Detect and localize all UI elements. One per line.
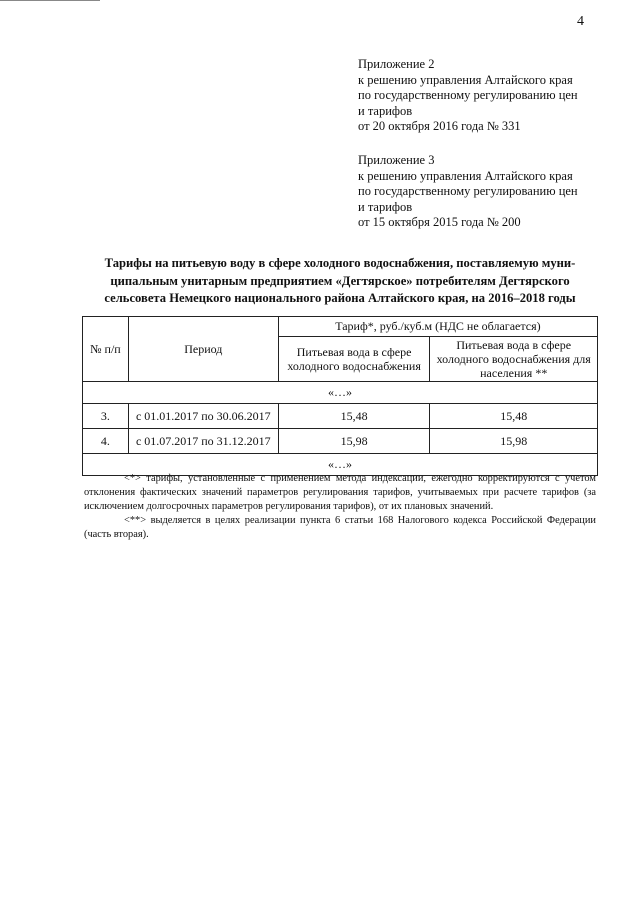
appendix-2-date: от 20 октября 2016 года № 331 — [358, 119, 521, 133]
title-line: Тарифы на питьевую воду в сфере холодного водоснабжения, поставляемую муни- — [104, 256, 576, 270]
row-period: с 01.07.2017 по 31.12.2017 — [128, 429, 278, 454]
footnotes — [84, 472, 596, 542]
row-number: 4. — [83, 429, 129, 454]
appendix-2-line: к решению управления Алтайского края — [358, 72, 573, 87]
page-number: 4 — [577, 14, 584, 29]
appendix-2-line: по государственному регулированию цен — [358, 88, 578, 102]
document-title — [84, 255, 596, 308]
col-header-tariff: Тариф*, руб./куб.м (НДС не облагается) — [278, 317, 597, 337]
row-water-population-tariff: 15,98 — [430, 429, 598, 454]
table-header-row — [83, 317, 598, 337]
appendix-2-heading: Приложение 2 — [358, 57, 435, 71]
tariff-table — [82, 316, 598, 476]
col-header-water-population: Питьевая вода в сфере холодного водоснабжения для населения ** — [430, 337, 598, 382]
table-row — [83, 429, 598, 454]
row-water-tariff: 15,48 — [278, 404, 430, 429]
col-header-number: № п/п — [83, 317, 129, 382]
table-row — [83, 404, 598, 429]
row-water-tariff: 15,98 — [278, 429, 430, 454]
appendix-3-block — [358, 153, 578, 231]
col-header-period: Период — [128, 317, 278, 382]
title-line: сельсовета Немецкого национального района Алтайского края, на 2016–2018 годы — [104, 291, 576, 305]
footnote-1: <*> тарифы, установленные с применением метода индексации, ежегодно корректируются с учетом отклонения фактических значений параметров регулирования тарифов, учитываемых при расчете тарифов (за исключением долгосрочных параметров регулирования тарифов), от их плановых значений. — [84, 473, 596, 512]
col-header-water: Питьевая вода в сфере холодного водоснабжения — [278, 337, 430, 382]
appendix-3-heading: Приложение 3 — [358, 153, 435, 167]
row-number: 3. — [83, 404, 129, 429]
appendix-3-date: от 15 октября 2015 года № 200 — [358, 215, 521, 229]
appendix-3-line: к решению управления Алтайского края — [358, 168, 573, 183]
appendix-2-block — [358, 57, 578, 135]
title-line: ципальным унитарным предприятием «Дегтярское» потребителям Дегтярского — [110, 273, 570, 288]
appendix-3-line: и тарифов — [358, 199, 413, 214]
table-ellipsis-row — [83, 382, 598, 404]
appendix-2-line: и тарифов — [358, 103, 413, 118]
row-water-population-tariff: 15,48 — [430, 404, 598, 429]
appendix-3-line: по государственному регулированию цен — [358, 184, 578, 198]
scan-edge-line — [0, 0, 100, 1]
ellipsis-cell: «…» — [83, 454, 598, 476]
ellipsis-cell: «…» — [83, 382, 598, 404]
row-period: с 01.01.2017 по 30.06.2017 — [128, 404, 278, 429]
footnote-2: <**> выделяется в целях реализации пункта 6 статьи 168 Налогового кодекса Российской Федерации (часть вторая). — [84, 515, 596, 540]
